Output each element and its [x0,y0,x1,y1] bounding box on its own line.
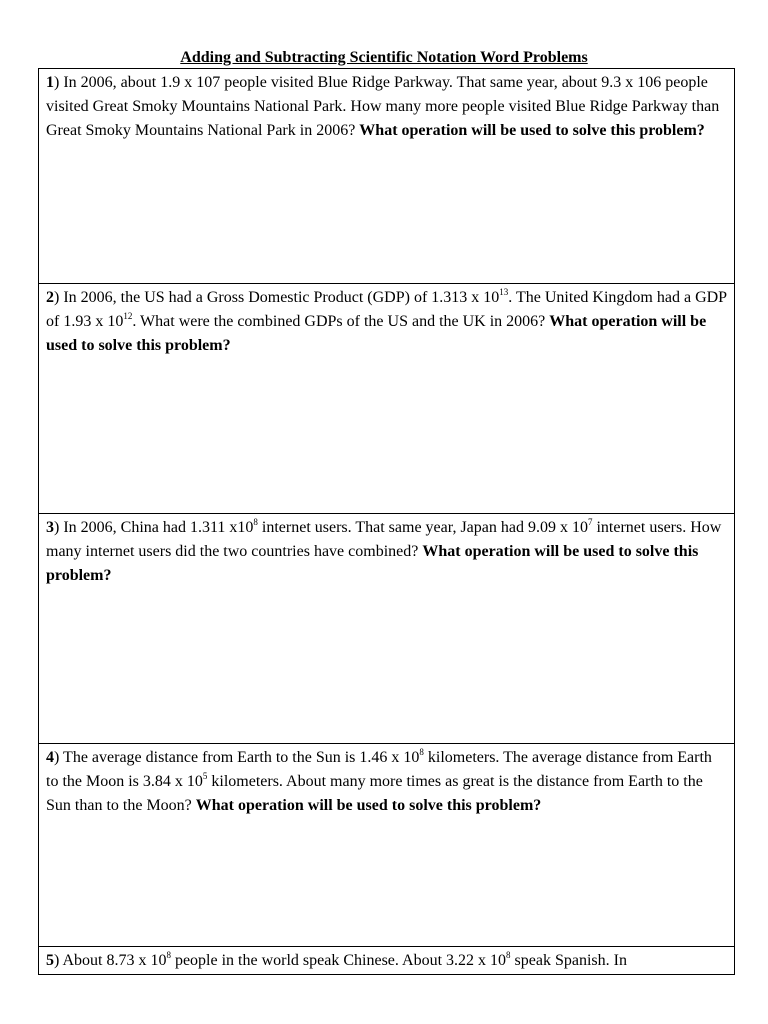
exponent: 8 [506,949,511,960]
problem-text: ) In 2006, the US had a Gross Domestic Product (GDP) of 1.313 x 10 [54,289,500,306]
problem-text: people in the world speak Chinese. About 3.22 x 10 [170,952,507,969]
problem-row-4 [39,744,735,947]
problem-text: kilometers. About many more times as great is the distance from Earth to the Sun than to the Moon? [46,773,703,814]
exponent: 5 [202,770,208,781]
problem-text: . What were the combined GDPs of the US and the UK in 2006? [132,313,550,330]
problem-text: speak Spanish. In [510,952,627,969]
problem-number: 1 [46,74,54,91]
problem-cell-2 [39,284,735,514]
exponent: 7 [587,516,593,527]
problem-cell-3 [39,514,735,744]
operation-question: What operation will be used to solve this problem? [46,313,707,354]
problem-number: 5 [46,952,54,969]
exponent: 8 [166,949,171,960]
problem-row-3 [39,514,735,744]
problem-text: ) The average distance from Earth to the Sun is 1.46 x 10 [54,749,420,766]
problem-text: internet users. That same year, Japan had 9.09 x 10 [257,519,588,536]
problem-text: ) In 2006, China had 1.311 x10 [54,519,254,536]
problems-table [38,68,735,975]
problem-cell-5 [39,947,735,975]
operation-question: What operation will be used to solve this problem? [195,797,542,814]
problem-text: ) About 8.73 x 10 [54,952,167,969]
problem-text: . The United Kingdom had a GDP of 1.93 x 10 [46,289,727,330]
problem-cell-4 [39,744,735,947]
operation-question: What operation will be used to solve this problem? [46,543,699,584]
problem-cell-1 [39,69,735,284]
exponent: 8 [253,516,258,527]
problem-number: 2 [46,289,54,306]
page-title: Adding and Subtracting Scientific Notation Word Problems [180,49,588,66]
problem-text: ) In 2006, about 1.9 x 107 people visited Blue Ridge Parkway. That same year, about 9.3 x 106 people visited Great Smoky Mountains National Park. How many more people visited Blue Ridge Parkway than Great Smoky Mountains National Park in 2006? [46,74,720,139]
exponent: 13 [499,286,509,297]
problem-number: 4 [46,749,54,766]
problem-text: internet users. How many internet users did the two countries have combined? [46,519,722,560]
operation-question: What operation will be used to solve this problem? [359,122,705,139]
problem-row-5 [39,947,735,975]
exponent: 12 [123,310,133,321]
problem-row-1 [39,69,735,284]
problem-number: 3 [46,519,54,536]
exponent: 8 [419,746,424,757]
problem-text: kilometers. The average distance from Earth to the Moon is 3.84 x 10 [46,749,712,790]
problem-row-2 [39,284,735,514]
